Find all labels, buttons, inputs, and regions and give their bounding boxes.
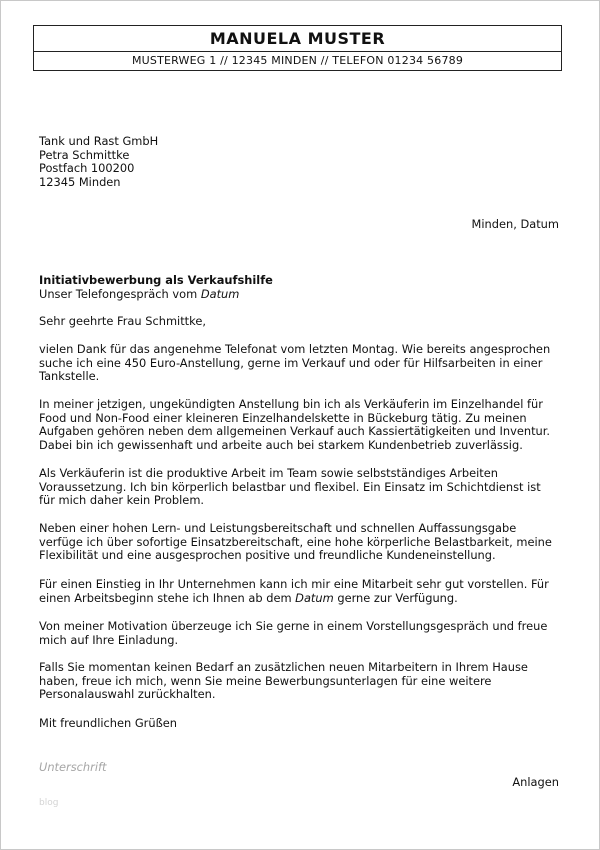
salutation: Sehr geehrte Frau Schmittke, bbox=[39, 314, 206, 328]
paragraph-line: für mich daher kein Problem. bbox=[39, 493, 205, 508]
paragraph-current-job bbox=[39, 398, 561, 452]
signature-placeholder: Unterschrift bbox=[39, 760, 107, 774]
sender-name: MANUELA MUSTER bbox=[34, 26, 561, 52]
paragraph-line: Als Verkäuferin ist die produktive Arbeit im Team sowie selbstständiges Arbeiten bbox=[39, 466, 498, 480]
paragraph-line: In meiner jetzigen, ungekündigten Anstellung bin ich als Verkäuferin im Einzelhandel für bbox=[39, 397, 543, 411]
paragraph-line: verfüge ich über sofortige Einsatzbereitschaft, eine hohe körperliche Belastbarkeit, meine bbox=[39, 534, 552, 549]
subject-reference-date: Datum bbox=[200, 286, 240, 301]
paragraph-line: Food und Non-Food einer kleineren Einzelhandelskette in Bückeburg tätig. Zu meinen bbox=[39, 410, 527, 425]
subject-block bbox=[39, 274, 561, 301]
paragraph-line: Falls Sie momentan keinen Bedarf an zusätzlichen neuen Mitarbeitern in Ihrem Hause bbox=[39, 660, 528, 674]
subject-reference bbox=[39, 288, 561, 302]
paragraph-line: mich auf Ihre Einladung. bbox=[39, 632, 179, 647]
paragraph-line: Für einen Einstieg in Ihr Unternehmen kann ich mir eine Mitarbeit sehr gut vorstellen. Für bbox=[39, 577, 549, 591]
paragraph-line: Voraussetzung. Ich bin körperlich belastbar und flexibel. Ein Einsatz im Schichtdienst ist bbox=[39, 479, 541, 494]
paragraph-line: suche ich eine 450 Euro-Anstellung, gerne im Verkauf und oder für Hilfsarbeiten in einer bbox=[39, 355, 543, 370]
paragraph-start-date bbox=[39, 578, 561, 605]
recipient-company: Tank und Rast GmbH bbox=[39, 134, 159, 148]
paragraph-intro bbox=[39, 343, 561, 384]
recipient-po-box: Postfach 100200 bbox=[39, 161, 135, 176]
paragraph-line: Tankstelle. bbox=[39, 369, 100, 384]
watermark: blog bbox=[39, 798, 59, 808]
subject-reference-text: Unser Telefongespräch vom bbox=[39, 286, 201, 301]
paragraph-motivation bbox=[39, 620, 561, 647]
sender-contact: MUSTERWEG 1 // 12345 MINDEN // TELEFON 01234 56789 bbox=[131, 54, 464, 67]
paragraph-text: einen Arbeitsbeginn stehe ich Ihnen ab dem bbox=[39, 590, 296, 605]
closing: Mit freundlichen Grüßen bbox=[39, 716, 177, 730]
paragraph-line bbox=[39, 592, 561, 606]
enclosures: Anlagen bbox=[512, 775, 559, 789]
paragraph-teamwork bbox=[39, 467, 561, 508]
paragraph-line: Aufgaben gehören neben dem allgemeinen Verkauf auch Kassiertätigkeiten und Inventur. bbox=[39, 424, 551, 439]
paragraph-line: Dabei bin ich gewissenhaft und arbeite auch bei starkem Kundenbetrieb zuverlässig. bbox=[39, 437, 523, 452]
paragraph-line: haben, freue ich mich, wenn Sie meine Bewerbungsunterlagen für eine weitere bbox=[39, 673, 492, 688]
paragraph-line: Flexibilität und eine ausgesprochen positive und freundliche Kundeneinstellung. bbox=[39, 548, 496, 563]
paragraph-line: vielen Dank für das angenehme Telefonat vom letzten Montag. Wie bereits angesprochen bbox=[39, 342, 551, 356]
recipient-address bbox=[39, 135, 561, 189]
letterhead bbox=[33, 25, 562, 71]
paragraph-no-vacancy bbox=[39, 661, 561, 702]
paragraph-text: gerne zur Verfügung. bbox=[333, 590, 458, 605]
paragraph-line: Neben einer hohen Lern- und Leistungsbereitschaft und schnellen Auffassungsgabe bbox=[39, 521, 517, 535]
subject-title: Initiativbewerbung als Verkaufshilfe bbox=[39, 273, 273, 287]
paragraph-line: Personalauswahl zurückhalten. bbox=[39, 687, 216, 702]
paragraph-strengths bbox=[39, 522, 561, 563]
start-date-placeholder: Datum bbox=[295, 590, 334, 605]
place-date: Minden, Datum bbox=[471, 217, 559, 231]
recipient-city: 12345 Minden bbox=[39, 174, 121, 189]
recipient-person: Petra Schmittke bbox=[39, 147, 130, 162]
paragraph-line: Von meiner Motivation überzeuge ich Sie gerne in einem Vorstellungsgespräch und freue bbox=[39, 619, 548, 633]
